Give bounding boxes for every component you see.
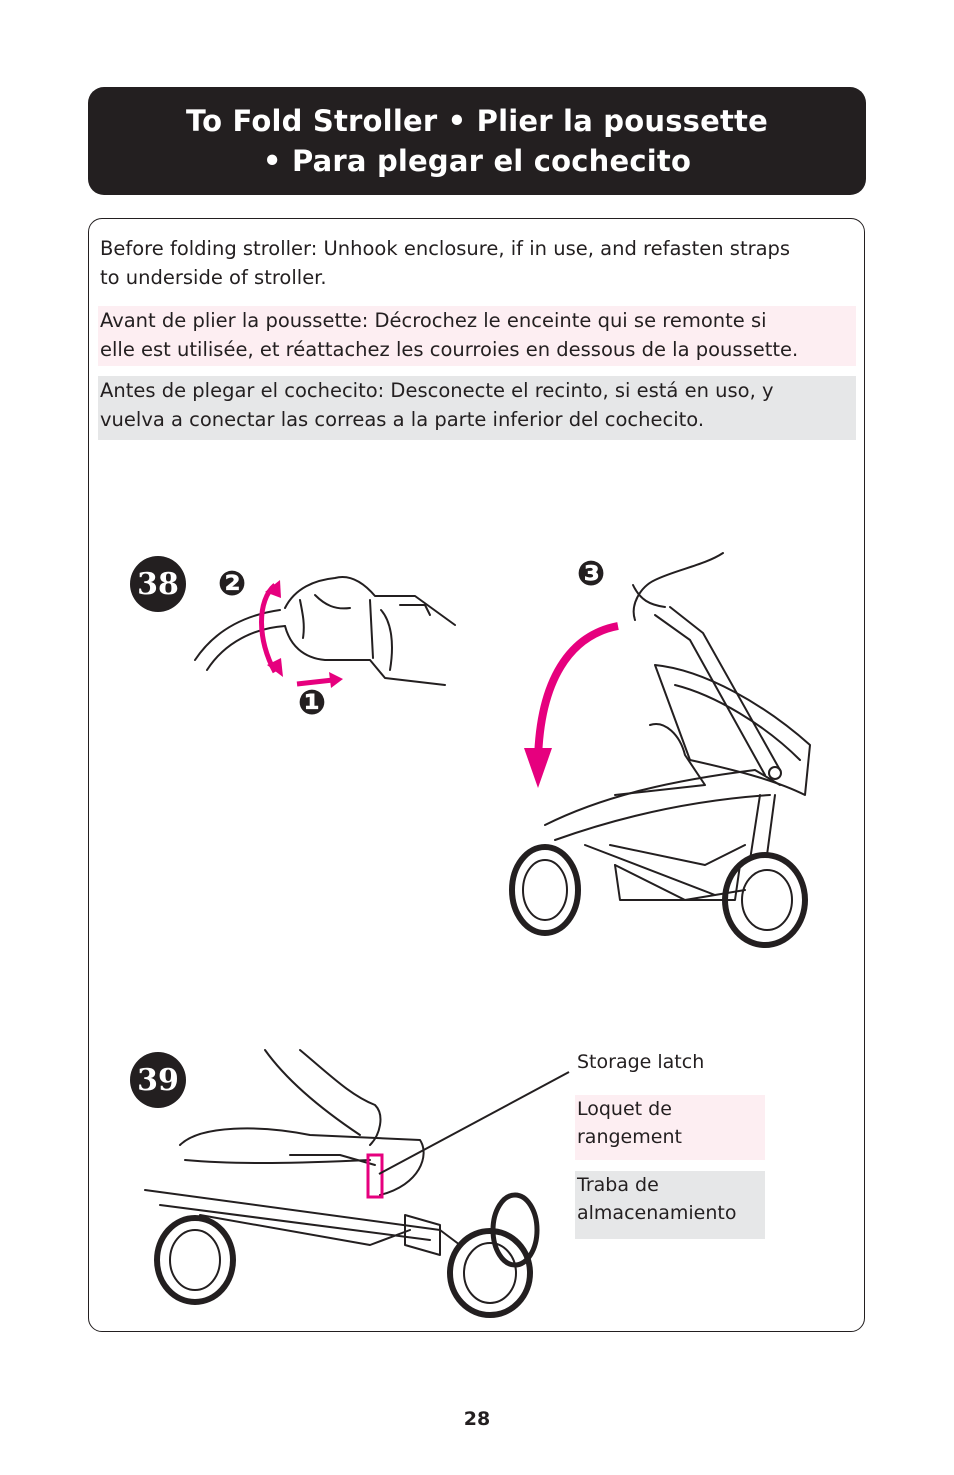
section-title-banner bbox=[88, 87, 866, 195]
instruction-french bbox=[98, 306, 856, 366]
storage-latch-pointer bbox=[375, 1068, 575, 1178]
instruction-french-line-1: Avant de plier la poussette: Décrochez le enceinte qui se remonte si bbox=[100, 309, 767, 332]
twist-arrow-icon bbox=[255, 580, 295, 680]
storage-latch-label-french-line-1: Loquet de bbox=[577, 1098, 672, 1120]
instruction-spanish-line-1: Antes de plegar el cochecito: Desconecte el recinto, si está en uso, y bbox=[100, 379, 774, 402]
step-3-badge: ❸ bbox=[576, 554, 606, 594]
step-2-badge: ❷ bbox=[217, 564, 247, 604]
storage-latch-label-french bbox=[575, 1095, 765, 1160]
storage-latch-label-french-line-2: rangement bbox=[577, 1126, 682, 1148]
instruction-spanish bbox=[98, 376, 856, 440]
section-title-line-1: To Fold Stroller • Plier la poussette bbox=[186, 104, 768, 138]
instruction-english-line-1: Before folding stroller: Unhook enclosure, if in use, and refasten straps bbox=[100, 237, 791, 260]
instruction-english bbox=[98, 234, 856, 292]
push-arrow-icon bbox=[295, 672, 345, 692]
fold-down-arrow-icon bbox=[520, 620, 630, 790]
storage-latch-label-spanish-line-2: almacenamiento bbox=[577, 1202, 737, 1224]
storage-latch-label-spanish bbox=[575, 1171, 765, 1239]
section-title-line-2: • Para plegar el cochecito bbox=[262, 144, 692, 178]
storage-latch-label-spanish-line-1: Traba de bbox=[577, 1174, 659, 1196]
instruction-french-line-2: elle est utilisée, et réattachez les courroies en dessous de la poussette. bbox=[100, 338, 799, 361]
figure-39-number: 39 bbox=[137, 1062, 179, 1098]
instruction-spanish-line-2: vuelva a conectar las correas a la parte inferior del cochecito. bbox=[100, 408, 705, 431]
figure-38-badge bbox=[130, 556, 186, 612]
instruction-english-line-2: to underside of stroller. bbox=[100, 266, 327, 289]
page-number: 28 bbox=[463, 1408, 491, 1430]
step-1-badge: ❶ bbox=[297, 683, 327, 723]
storage-latch-label-english: Storage latch bbox=[577, 1051, 705, 1073]
figure-38-number: 38 bbox=[137, 566, 179, 602]
